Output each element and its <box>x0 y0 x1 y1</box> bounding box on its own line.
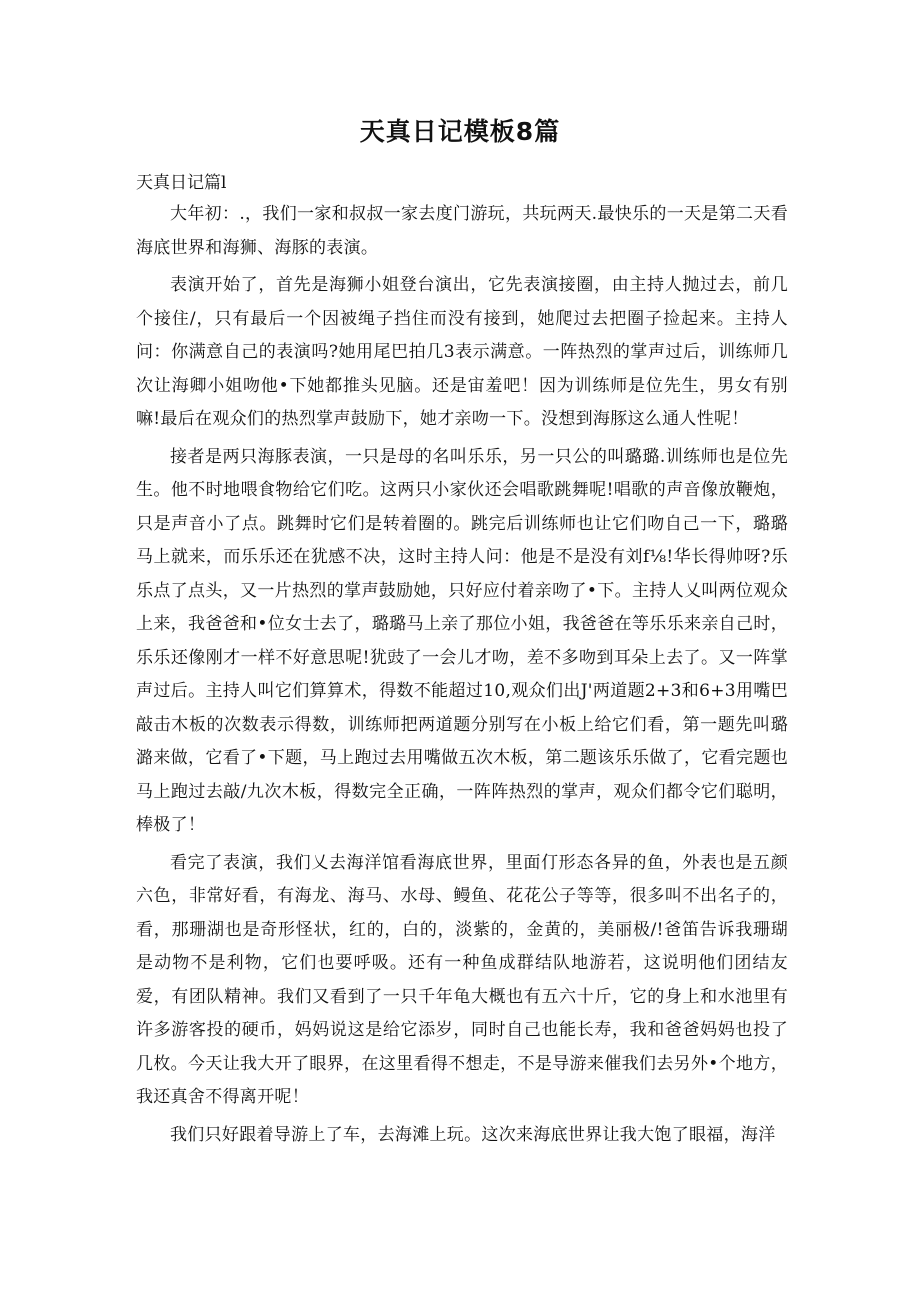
paragraph: 接者是两只海豚表演，一只是母的名叫乐乐，另一只公的叫璐璐.训练师也是位先生。他不时地喂食物给它们吃。这两只小家伙还会唱歌跳舞呢!唱歌的声音像放鞭炮，只是声音小了点。跳舞时它们是转着圈的。跳完后训练师也让它们吻自己一下，璐璐马上就来，而乐乐还在犹感不决，这时主持人问：他是不是没有刘f⅛!华长得帅呀?乐乐点了点头，又一片热烈的掌声鼓励她，只好应付着亲吻了•下。主持人乂叫两位观众上来，我爸爸和•位女士去了，璐璐马上亲了那位小姐，我爸爸在等乐乐来亲自己时，乐乐还像刚才一样不好意思呢!犹豉了一会儿才吻，差不多吻到耳朵上去了。又一阵掌声过后。主持人叫它们算算术，得数不能超过10,观众们出J'两道题2+3和6+3用嘴巴敲击木板的次数表示得数，训练师把两道题分别写在小板上给它们看，第一题先叫璐潞来做，它看了•下题，马上跑过去用嘴做五次木板，第二题该乐乐做了，它看完题也马上跑过去敲/九次木板，得数完全正确，一阵阵热烈的掌声，观众们都令它们聪明，棒极了！ <box>136 446 788 835</box>
paragraph: 看完了表演，我们乂去海洋馆看海底世界，里面仃形态各异的鱼，外表也是五颜六色，非常好看，有海龙、海马、水母、鳗鱼、花花公子等等，很多叫不出名子的，看，那珊湖也是奇形怪状，红的，白的，淡紫的，金黄的，美丽极/!爸笛告诉我珊瑚是动物不是利物，它们也要呼吸。还有一种鱼成群结队地游若，这说明他们团结友爱，有团队精神。我们又看到了一只千年龟大概也有五六十斤，它的身上和水池里有许多游客投的硬币，妈妈说这是给它添岁，同时自己也能长寿，我和爸爸妈妈也投了几枚。今天让我大开了眼界，在这里看得不想走，不是导游来催我们去另外•个地方，我还真舍不得离开呢！ <box>136 852 788 1107</box>
document-title: 天真日记模板8篇 <box>359 117 561 146</box>
paragraph: 我们只好跟着导游上了车，去海滩上玩。这次来海底世界让我大饱了眼福，海洋 <box>170 1124 776 1145</box>
section-heading: 天真日记篇l <box>136 173 227 193</box>
paragraph: 大年初：.，我们一家和叔叔一家去度门游玩，共玩两天.最快乐的一天是第二天看海底世界和海狮、海豚的表演。 <box>136 204 788 258</box>
document-body <box>136 168 788 1156</box>
paragraph: 表演开始了，首先是海狮小姐登台演出，它先表演接圈，由主持人抛过去，前几个接住/，只有最后一个因被绳子挡住而没有接到，她爬过去把圈子捡起来。主持人问：你满意自己的表演吗?她用尾巴拍几3表示满意。一阵热烈的掌声过后，训练师几次让海卿小姐吻他•下她都推头见脑。还是宙羞吧！因为训练师是位先生，男女有别嘛!最后在观众们的热烈掌声鼓励下，她才亲吻一下。没想到海豚这么通人性呢！ <box>136 275 788 429</box>
